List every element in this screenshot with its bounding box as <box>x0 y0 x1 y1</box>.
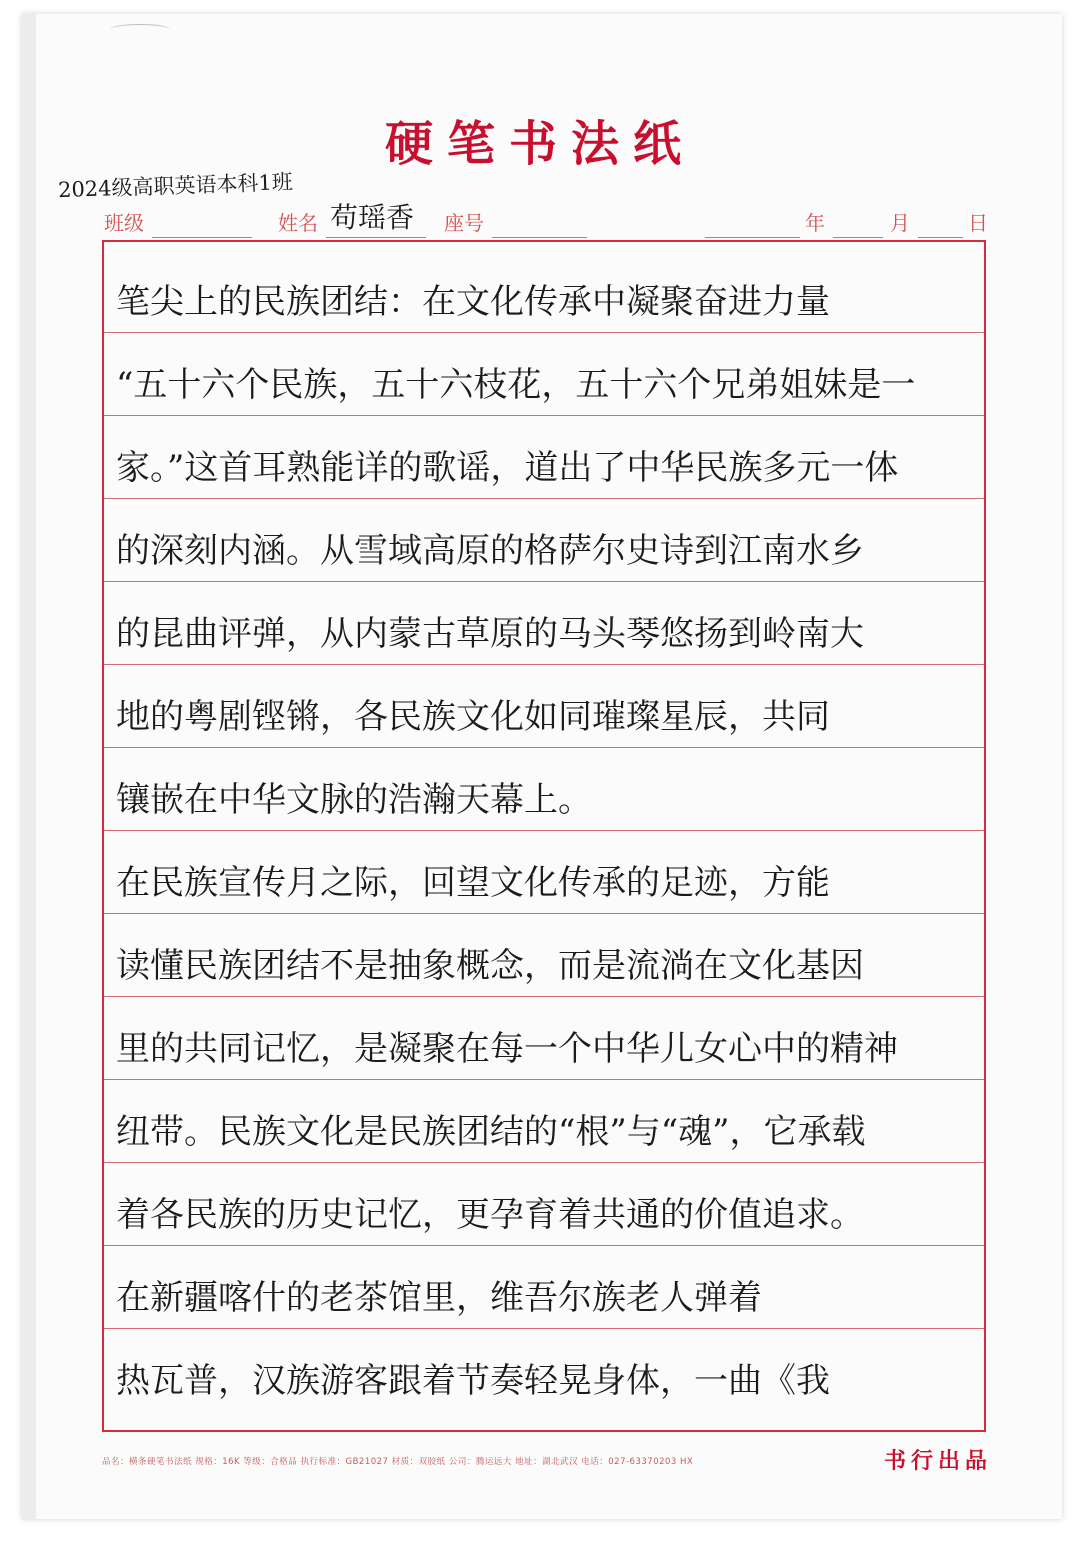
ruled-line <box>104 1328 984 1329</box>
seat-label: 座号 <box>444 211 484 235</box>
paper-spec-footer: 品名：横条硬笔书法纸 规格：16K 等级：合格品 执行标准：GB21027 材质：双胶纸 公司：腾运远大 地址：湖北武汉 电话：027-63370203 HX <box>102 1457 694 1467</box>
essay-line-5: 的昆曲评弹，从内蒙古草原的马头琴悠扬到岭南大 <box>116 614 864 654</box>
handwritten-name: 苟瑶香 <box>330 201 415 234</box>
essay-line-6: 地的粤剧铿锵，各民族文化如同璀璨星辰，共同 <box>116 697 830 737</box>
ruled-line <box>104 1245 984 1246</box>
ruled-line <box>104 913 984 914</box>
seat-underline <box>492 237 587 238</box>
handwritten-class: 2024级高职英语本科1班 <box>57 169 294 203</box>
ruled-line <box>104 332 984 333</box>
ruled-line <box>104 664 984 665</box>
ruled-line <box>104 747 984 748</box>
essay-line-9: 读懂民族团结不是抽象概念，而是流淌在文化基因 <box>116 946 864 986</box>
essay-line-4: 的深刻内涵。从雪域高原的格萨尔史诗到江南水乡 <box>116 531 864 571</box>
ruled-line <box>104 1079 984 1080</box>
paper-edge-shadow <box>22 14 36 1519</box>
essay-line-14: 热瓦普，汉族游客跟着节奏轻晃身体，一曲《我 <box>116 1361 830 1401</box>
essay-line-10: 里的共同记忆，是凝聚在每一个中华儿女心中的精神 <box>116 1029 898 1069</box>
essay-line-11: 纽带。民族文化是民族团结的“根”与“魂”，它承载 <box>116 1112 866 1152</box>
class-underline <box>152 237 252 238</box>
essay-line-3: 家。”这首耳熟能详的歌谣，道出了中华民族多元一体 <box>116 448 899 488</box>
ruled-line <box>104 996 984 997</box>
essay-line-13: 在新疆喀什的老茶馆里，维吾尔族老人弹着 <box>116 1278 762 1318</box>
month-label: 月 <box>890 211 910 235</box>
year-underline <box>705 237 800 238</box>
day-underline <box>918 237 963 238</box>
essay-line-8: 在民族宣传月之际，回望文化传承的足迹，方能 <box>116 863 830 903</box>
essay-line-1: 笔尖上的民族团结：在文化传承中凝聚奋进力量 <box>116 282 830 322</box>
ruled-line <box>104 415 984 416</box>
writing-frame <box>102 240 986 1432</box>
ruled-line <box>104 830 984 831</box>
class-label: 班级 <box>104 211 144 235</box>
ruled-line <box>104 1162 984 1163</box>
paper-crease-mark <box>110 24 170 35</box>
ruled-line <box>104 498 984 499</box>
day-label: 日 <box>968 211 988 235</box>
name-underline <box>326 237 426 238</box>
ruled-line <box>104 581 984 582</box>
header-fields <box>100 192 1000 242</box>
page-title: 硬笔书法纸 <box>384 116 695 172</box>
name-label: 姓名 <box>278 211 318 235</box>
essay-line-12: 着各民族的历史记忆，更孕育着共通的价值追求。 <box>116 1195 864 1235</box>
brand-mark: 书行出品 <box>884 1448 993 1474</box>
essay-line-2: “五十六个民族，五十六枝花，五十六个兄弟姐妹是一 <box>116 365 916 405</box>
month-underline <box>833 237 883 238</box>
essay-line-7: 镶嵌在中华文脉的浩瀚天幕上。 <box>116 780 592 820</box>
year-label: 年 <box>805 211 825 235</box>
